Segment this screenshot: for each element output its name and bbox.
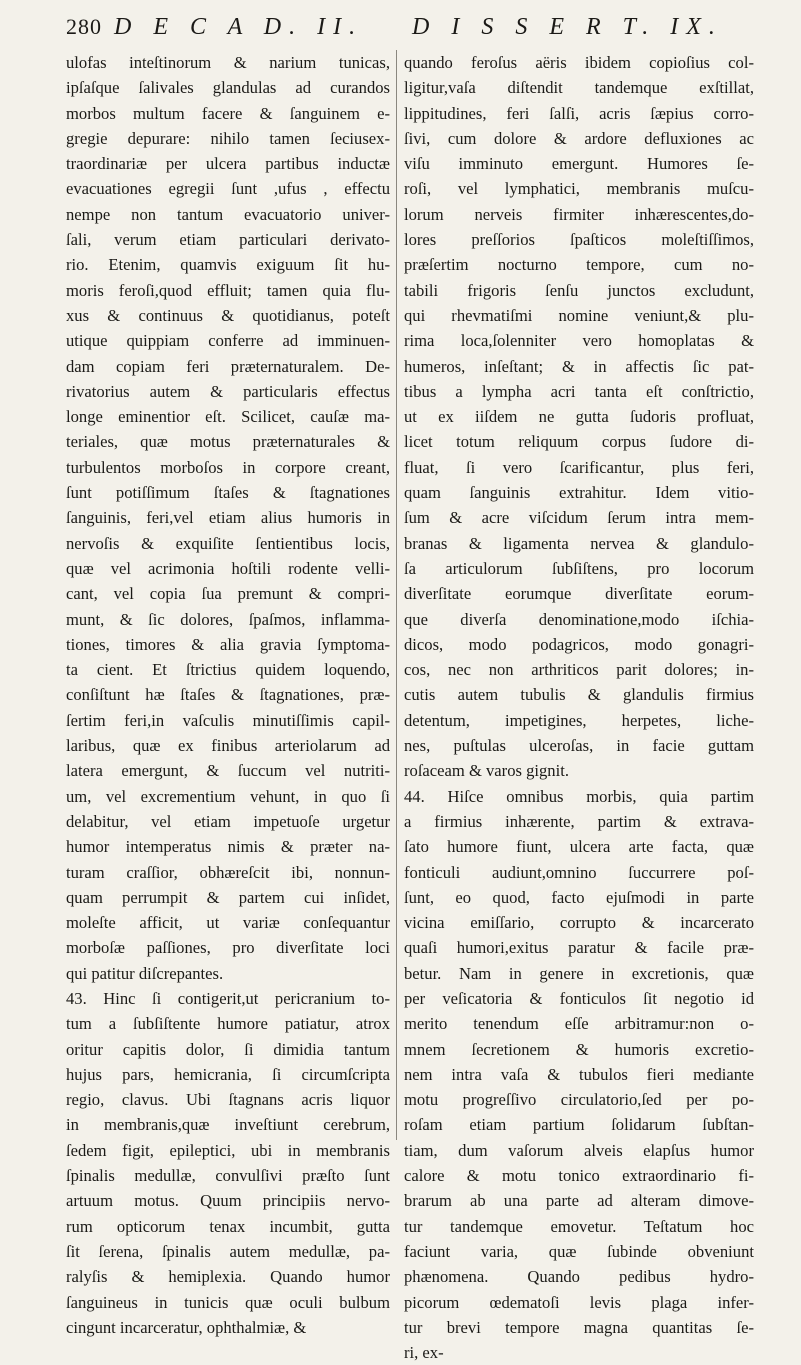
text-line: nem intra vaſa & tubulos fieri mediante	[404, 1064, 754, 1084]
text-line: cos, nec non arthriticos parit dolores; in-	[404, 660, 754, 680]
text-line: nempe non tantum evacuatorio univer-	[66, 204, 390, 224]
left-column	[66, 50, 390, 1340]
text-line: artuum motus. Quum principiis nervo-	[66, 1191, 390, 1211]
text-line: lores preſſorios ſpaſticos moleſtiſſimos,	[404, 230, 754, 250]
text-line: roſi, vel lymphatici, membranis muſcu-	[404, 179, 754, 199]
text-line: ſpinalis medullæ, convulſivi præſto ſunt	[66, 1166, 390, 1186]
text-line: quando feroſus aëris ibidem copioſius col-	[404, 53, 754, 72]
text-line: cant, vel copia ſua premunt & compri-	[66, 584, 390, 604]
text-line: lippitudines, feri ſalſi, acris ſæpius corro-	[404, 103, 754, 123]
text-line: a firmius inhærente, partim & extrava-	[404, 811, 754, 831]
text-line: ſato humore fiunt, ulcera arte facta, quæ	[404, 837, 754, 857]
text-line: ſedem figit, epileptici, ubi in membranis	[66, 1140, 390, 1160]
text-line: in membranis,quæ inveſtiunt cerebrum,	[66, 1115, 390, 1135]
text-line: rivatorius autem & particularis effectus	[66, 381, 390, 401]
text-line: traordinariæ per ulcera partibus inductæ	[66, 154, 390, 174]
text-line: ralyſis & hemiplexia. Quando humor	[66, 1267, 390, 1287]
text-line: dicos, modo podagricos, modo gonagri-	[404, 634, 754, 654]
text-line: ri, ex-	[404, 1343, 444, 1363]
text-line: roſaceam & varos gignit.	[404, 761, 569, 781]
text-line: cingunt incarceratur, ophthalmiæ, &	[66, 1317, 307, 1337]
text-line: ſunt, eo quod, facto ejuſmodi in parte	[404, 887, 754, 907]
text-line: præſertim nocturno tempore, cum no-	[404, 255, 754, 275]
text-line: quæ vel acrimonia hoſtili rodente velli-	[66, 558, 390, 578]
text-line: tur tandemque emovetur. Teſtatum hoc	[404, 1216, 754, 1236]
text-line: ſa articulorum ſubſiſtens, pro locorum	[404, 558, 754, 578]
text-line: humor intemperatus nimis & præter na-	[66, 837, 390, 857]
text-line: turam craſſior, obhæreſcit ibi, nonnun-	[66, 862, 390, 882]
text-line: 43. Hinc ſi contigerit,ut pericranium to-	[66, 988, 390, 1008]
text-line: ſali, verum etiam particulari derivato-	[66, 230, 390, 250]
text-line: ut ex iiſdem ne gutta ſudoris profluat,	[404, 407, 754, 427]
text-line: rum opticorum tenax incumbit, gutta	[66, 1216, 390, 1236]
text-line: ſertim feri,in vaſculis minutiſſimis capil-	[66, 710, 390, 730]
text-line: xus & continuus & quotidianus, poteſt	[66, 305, 390, 325]
text-line: 44. Hiſce omnibus morbis, quia partim	[404, 786, 754, 806]
running-title-left: D E C A D. II.	[114, 14, 364, 40]
text-line: vicina emiſſario, corrupto & incarcerato	[404, 913, 754, 933]
text-line: tur brevi tempore magna quantitas ſe-	[404, 1317, 754, 1337]
text-line: ipſaſque ſalivales glandulas ad curandos	[66, 78, 390, 98]
text-line: tiones, timores & alia gravia ſymptoma-	[66, 634, 390, 654]
text-line: latera emergunt, & ſuccum vel nutriti-	[66, 761, 390, 781]
text-line: calore & motu tonico extraordinario fi-	[404, 1166, 754, 1186]
text-line: ſanguinis, feri,vel etiam alius humoris in	[66, 508, 390, 528]
text-line: conſiſtunt hæ ſtaſes & ſtagnationes, præ-	[66, 685, 390, 705]
text-line: ſivi, cum dolore & ardore defluxiones ac	[404, 128, 754, 148]
text-line: roſam etiam partium ſolidarum ſubſtan-	[404, 1115, 754, 1135]
text-line: tabili frigoris ſenſu junctos excludunt,	[404, 280, 754, 300]
page-number: 280	[66, 14, 102, 39]
text-line: fonticuli audiunt,omnino ſuccurrere poſ-	[404, 862, 754, 882]
text-line: teriales, quæ motus præternaturales &	[66, 432, 390, 452]
text-line: ſanguineus in tunicis quæ oculi bulbum	[66, 1292, 390, 1312]
text-line: oritur capitis dolor, ſi dimidia tantum	[66, 1039, 390, 1059]
text-line: cutis autem tubulis & glandulis firmius	[404, 685, 754, 705]
text-line: ſunt potiſſimum ſtaſes & ſtagnationes	[66, 483, 390, 503]
text-line: ſit ſerena, ſpinalis autem medullæ, pa-	[66, 1241, 390, 1261]
text-line: tiam, dum vaſorum alveis elapſus humor	[404, 1140, 754, 1160]
text-line: ulofas inteſtinorum & narium tunicas,	[66, 53, 390, 72]
text-line: viſu imminuto emergunt. Humores ſe-	[404, 154, 754, 174]
text-line: delabitur, vel etiam impetuoſe urgetur	[66, 811, 390, 831]
text-line: munt, & ſic dolores, ſpaſmos, inflamma-	[66, 609, 390, 629]
text-line: laribus, quæ ex finibus arteriolarum ad	[66, 736, 390, 756]
right-column	[404, 50, 754, 1365]
text-line: picorum œdematoſi levis plaga infer-	[404, 1292, 754, 1312]
text-line: quam perrumpit & partem cui inſidet,	[66, 887, 390, 907]
text-line: detentum, impetigines, herpetes, liche-	[404, 710, 754, 730]
text-line: fluat, ſi vero ſcarificantur, plus feri,	[404, 457, 754, 477]
column-divider	[396, 50, 397, 1140]
text-line: rima loca,ſolenniter vero homoplatas &	[404, 331, 754, 351]
text-line: ligitur,vaſa diſtendit tandemque exſtillat,	[404, 78, 754, 98]
text-line: tum a ſubſiſtente humore patiatur, atrox	[66, 1014, 390, 1034]
text-line: qui patitur diſcrepantes.	[66, 963, 224, 983]
running-title-right: D I S S E R T. IX.	[412, 14, 723, 40]
text-line: faciunt varia, quæ ſubinde obveniunt	[404, 1241, 754, 1261]
text-line: ſum & acre viſcidum ſerum intra mem-	[404, 508, 754, 528]
text-line: tibus a lympha acri tanta eſt conſtrictio,	[404, 381, 754, 401]
text-line: regio, clavus. Ubi ſtagnans acris liquor	[66, 1090, 390, 1110]
text-line: moleſte afficit, ut variæ conſequantur	[66, 913, 390, 933]
text-line: merito tenendum eſſe arbitramur:non o-	[404, 1014, 754, 1034]
text-line: humeros, inſeſtant; & in affectis ſic pat-	[404, 356, 754, 376]
text-line: licet totum reliquum corpus ſudore di-	[404, 432, 754, 452]
text-line: qui rhevmatiſmi nomine veniunt,& plu-	[404, 305, 754, 325]
text-line: per veſicatoria & fonticulos ſit negotio id	[404, 988, 754, 1008]
text-line: hujus pars, hemicrania, ſi circumſcripta	[66, 1064, 390, 1084]
text-line: brarum ab una parte ad alteram dimove-	[404, 1191, 754, 1211]
text-line: longe eminentior eſt. Scilicet, cauſæ ma-	[66, 407, 390, 427]
text-line: dam copiam feri præternaturalem. De-	[66, 356, 390, 376]
text-line: rio. Etenim, quamvis exiguum ſit hu-	[66, 255, 390, 275]
text-line: gregie depurare: nihilo tamen ſeciusex-	[66, 128, 390, 148]
text-line: nervoſis & exquiſite ſentientibus locis,	[66, 533, 390, 553]
text-line: quam ſanguinis extrahitur. Idem vitio-	[404, 483, 754, 503]
text-line: morbos multum facere & ſanguinem e-	[66, 103, 390, 123]
text-line: moris feroſi,quod effluit; tamen quia flu-	[66, 280, 390, 300]
text-line: utique quippiam conferre ad imminuen-	[66, 331, 390, 351]
text-line: evacuationes egregii ſunt ,ufus , effectu	[66, 179, 390, 199]
text-line: morboſæ paſſiones, pro diverſitate loci	[66, 938, 390, 958]
text-line: que diverſa denominatione,modo iſchia-	[404, 609, 754, 629]
text-line: nes, puſtulas ulceroſas, in facie guttam	[404, 736, 754, 756]
text-line: turbulentos morboſos in corpore creant,	[66, 457, 390, 477]
text-line: quaſi humori,exitus paratur & facile præ-	[404, 938, 754, 958]
text-line: ta cient. Et ſtrictius quidem loquendo,	[66, 660, 390, 680]
text-line: betur. Nam in genere in excretionis, quæ	[404, 963, 754, 983]
text-line: um, vel excrementium vehunt, in quo ſi	[66, 786, 390, 806]
text-line: branas & ligamenta nervea & glandulo-	[404, 533, 754, 553]
text-line: phænomena. Quando pedibus hydro-	[404, 1267, 754, 1287]
text-line: mnem ſecretionem & humoris excretio-	[404, 1039, 754, 1059]
text-line: lorum nerveis firmiter inhærescentes,do-	[404, 204, 754, 224]
text-line: diverſitate eorumque diverſitate eorum-	[404, 584, 754, 604]
text-line: motu progreſſivo circulatorio,ſed per po-	[404, 1090, 754, 1110]
